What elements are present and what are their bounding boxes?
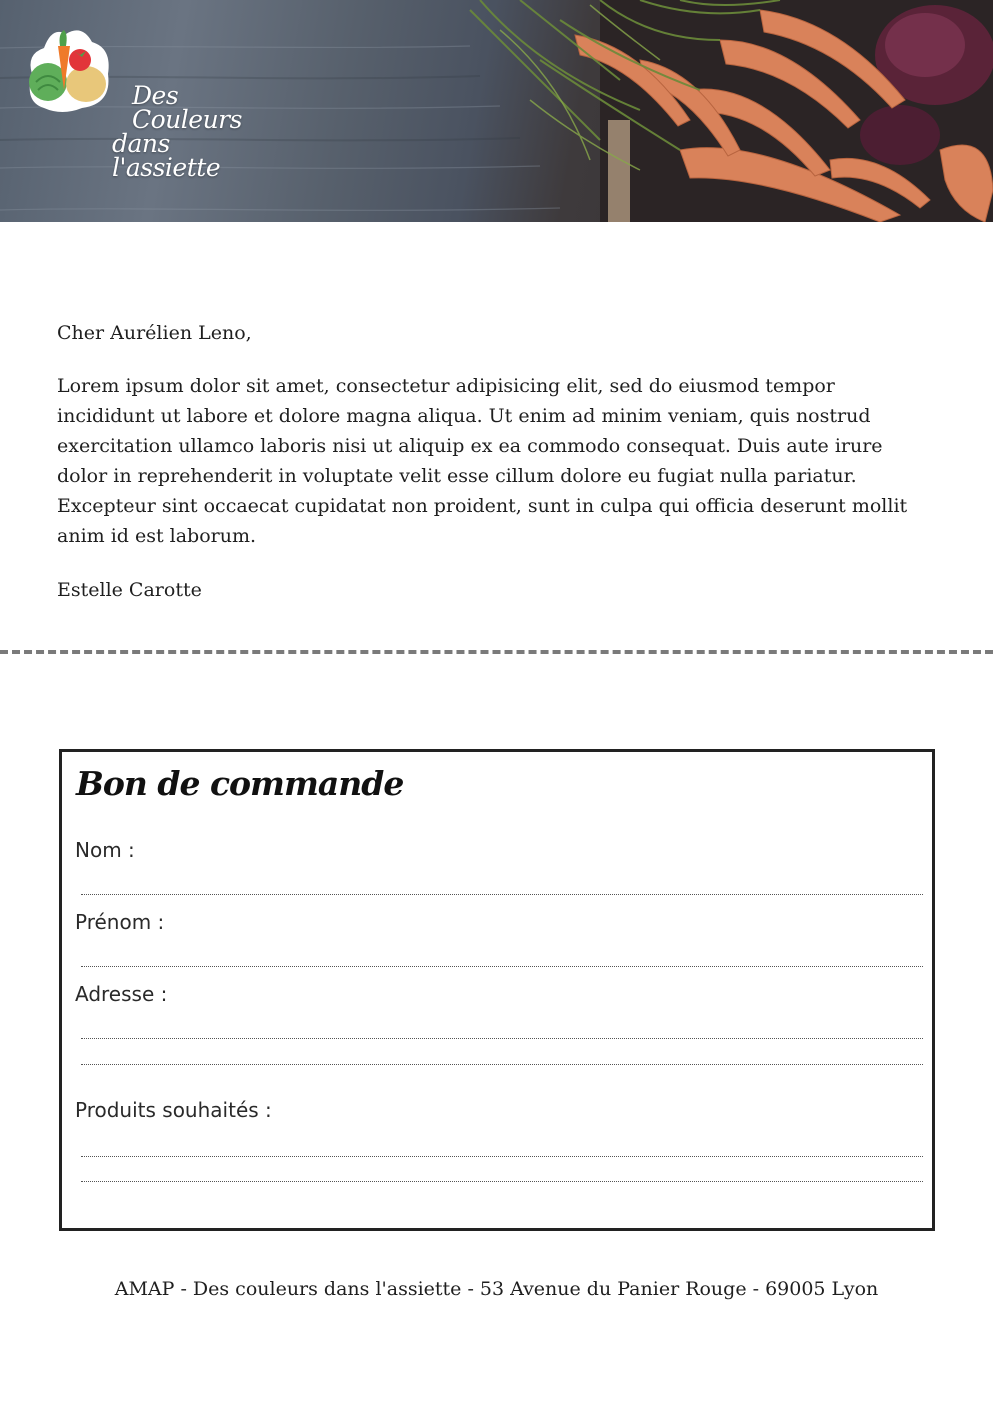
header-banner: [0, 0, 993, 222]
logo-line-2: dans l'assiette: [112, 129, 221, 182]
prenom-field[interactable]: [81, 966, 923, 967]
vegetables-logo-icon: [22, 24, 112, 116]
logo-text: [112, 81, 272, 182]
letter-salutation: Cher Aurélien Leno,: [57, 322, 252, 344]
logo-line-1: Des Couleurs: [132, 81, 242, 134]
nom-label: Nom :: [75, 838, 135, 862]
produits-label: Produits souhaités :: [75, 1098, 272, 1122]
cut-line-divider: [0, 650, 993, 654]
logo[interactable]: [22, 24, 272, 182]
adresse-field-line-2[interactable]: [81, 1064, 923, 1065]
letter: [57, 318, 937, 629]
order-form: [59, 749, 935, 1231]
nom-field[interactable]: [81, 894, 923, 895]
produits-field-line-2[interactable]: [81, 1181, 923, 1182]
adresse-label: Adresse :: [75, 982, 168, 1006]
prenom-label: Prénom :: [75, 910, 165, 934]
footer-address: AMAP - Des couleurs dans l'assiette - 53 Avenue du Panier Rouge - 69005 Lyon: [114, 1278, 879, 1300]
adresse-field-line-1[interactable]: [81, 1038, 923, 1039]
letter-body: Lorem ipsum dolor sit amet, consectetur adipisicing elit, sed do eiusmod tempor incididunt ut labore et dolore magna aliqua. Ut enim ad minim veniam, quis nostrud exercitation ullamco laboris nisi ut aliquip ex ea commodo consequat. Duis aute irure dolor in reprehenderit in voluptate velit esse cillum dolore eu fugiat nulla pariatur. Excepteur sint occaecat cupidatat non proident, sunt in culpa qui officia deserunt mollit anim id est laborum.: [57, 375, 908, 547]
produits-field-line-1[interactable]: [81, 1156, 923, 1157]
letter-signature: Estelle Carotte: [57, 579, 202, 601]
order-form-title: Bon de commande: [76, 764, 404, 803]
